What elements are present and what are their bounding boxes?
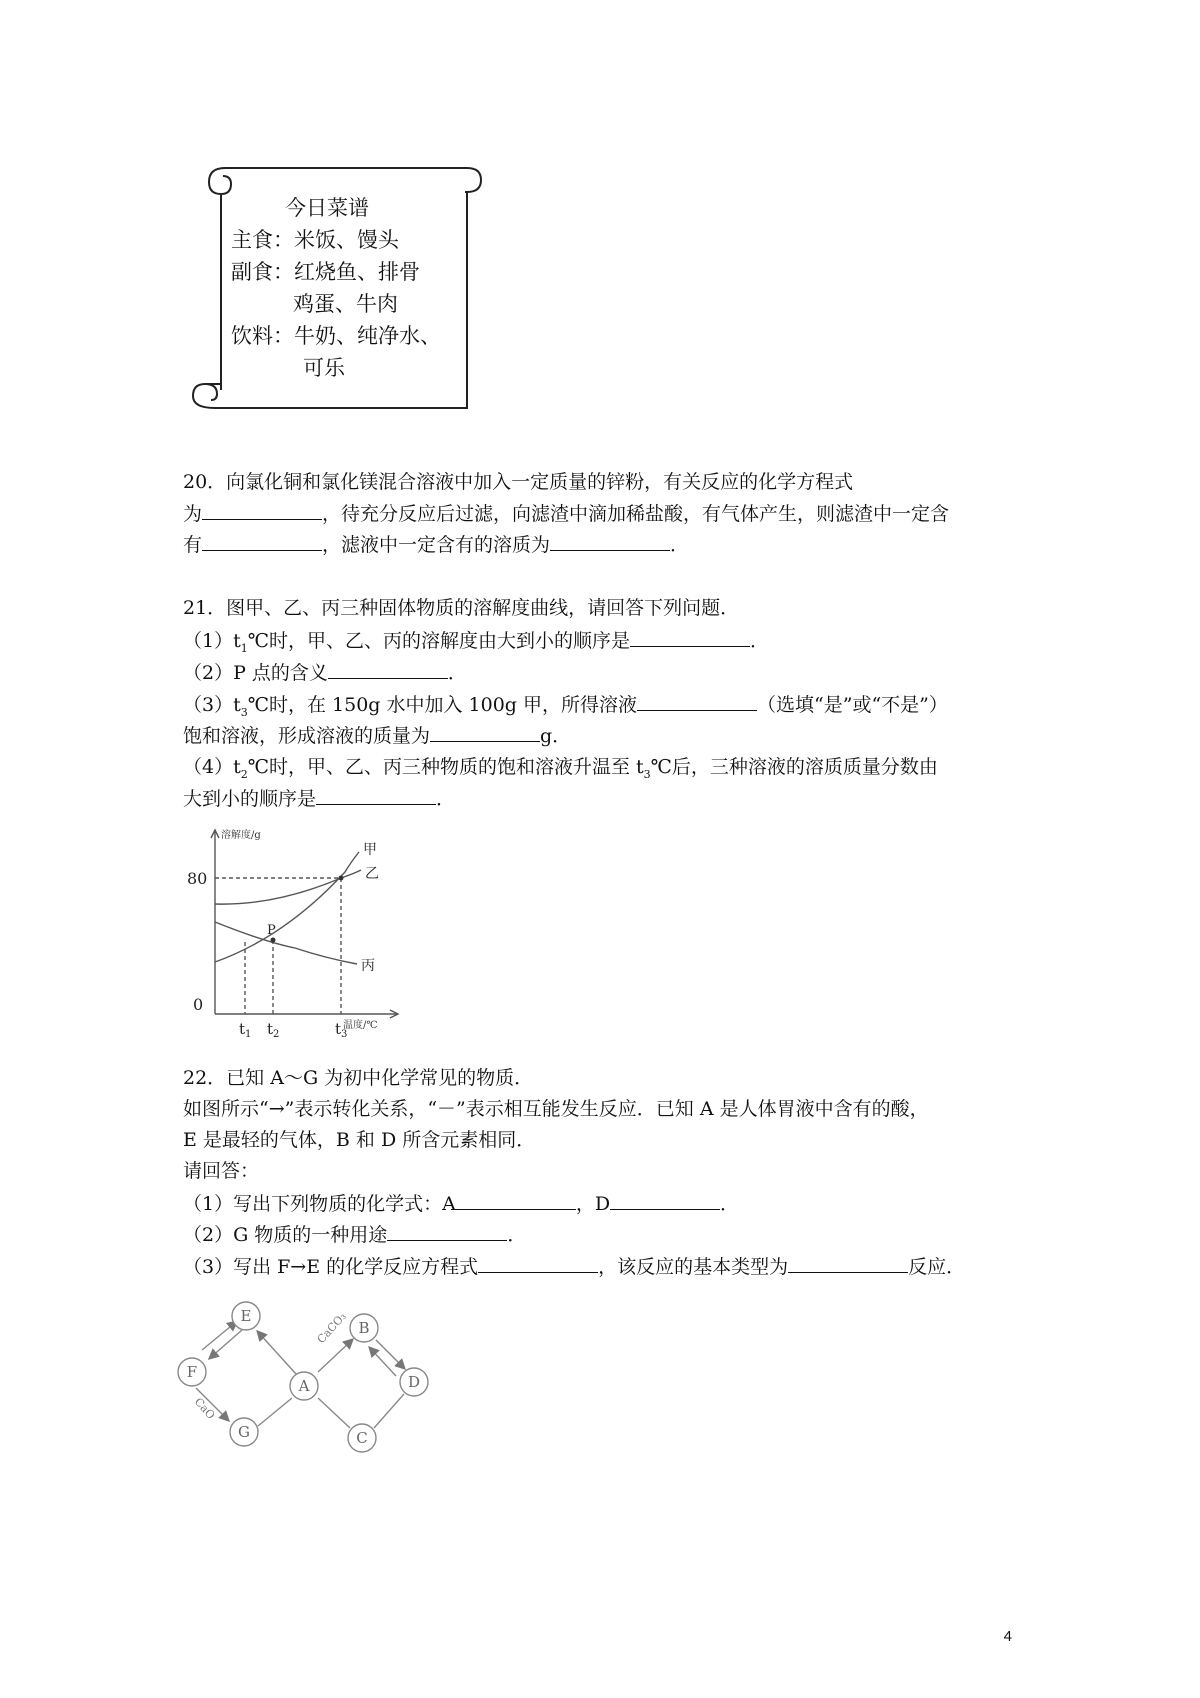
q22-intro: 22．已知 A～G 为初中化学常见的物质． <box>183 1067 534 1089</box>
q21-blank-3a <box>637 692 757 711</box>
menu-line-staple: 主食：米饭、馒头 <box>231 228 399 252</box>
node-b-label: B <box>358 1319 370 1337</box>
arrow-e-to-f <box>210 1330 242 1358</box>
arrow-a-to-e <box>258 1332 296 1374</box>
q22-blank-use <box>387 1222 507 1241</box>
node-g-label: G <box>238 1423 250 1441</box>
q20-blank-residue <box>202 532 322 551</box>
curve-bing <box>215 922 357 964</box>
x-tick-t1: $t_1$ <box>239 1020 252 1040</box>
q22-sub-1: （1）写出下列物质的化学式：A ，D ． <box>183 1193 740 1215</box>
link-a-c <box>318 1398 350 1428</box>
link-a-g <box>258 1398 292 1426</box>
menu-line-side-2: 鸡蛋、牛肉 <box>293 292 398 316</box>
label-jia: 甲 <box>363 842 377 858</box>
y-axis-label: 溶解度/g <box>221 830 261 841</box>
point-intersect <box>339 876 344 881</box>
menu-title: 今日菜谱 <box>285 196 369 220</box>
curve-jia <box>215 852 359 962</box>
q20-line-3: 有 ，滤液中一定含有的溶质为 ． <box>183 534 690 556</box>
q22-line-3: E 是最轻的气体，B 和 D 所含元素相同． <box>183 1129 536 1151</box>
q22-sub-2: （2）G 物质的一种用途 ． <box>183 1224 527 1246</box>
page-number: 4 <box>1003 1628 1012 1645</box>
q21-blank-1 <box>630 628 750 647</box>
node-f-label: F <box>186 1363 198 1381</box>
menu-scroll <box>185 158 485 428</box>
q22-blank-a <box>456 1191 576 1210</box>
q21-sub-4-cont: 大到小的顺序是 ． <box>183 788 456 810</box>
origin-label: 0 <box>193 995 204 1014</box>
curve-yi <box>215 870 361 904</box>
menu-line-drink: 饮料：牛奶、纯净水、 <box>231 324 441 348</box>
label-caco3: CaCO₃ <box>314 1309 349 1347</box>
label-yi: 乙 <box>365 866 379 882</box>
q22-line-4: 请回答： <box>183 1160 260 1182</box>
q21-blank-2 <box>328 660 448 679</box>
q21-intro: 21．图甲、乙、丙三种固体物质的溶解度曲线，请回答下列问题． <box>183 597 740 619</box>
q20-line-2: 为 ，待充分反应后过滤，向滤渣中滴加稀盐酸，有气体产生，则滤渣中一定含 <box>183 503 950 525</box>
node-d-label: D <box>407 1373 421 1391</box>
solubility-graph <box>185 822 425 1040</box>
menu-line-drink-2: 可乐 <box>303 356 345 380</box>
point-p <box>271 938 276 943</box>
x-axis-label: 温度/℃ <box>343 1020 378 1031</box>
label-bing: 丙 <box>361 958 375 974</box>
arrow-b-to-d <box>376 1340 404 1368</box>
q21-sub-4: $(4)t_2℃$时，甲、乙、丙三种物质的饱和溶液升温至 $t_3℃$后，三种溶液的溶质质量分数由 <box>183 756 938 781</box>
y-tick-80: 80 <box>187 869 208 888</box>
q22-blank-type <box>788 1254 908 1273</box>
q22-blank-d <box>610 1191 720 1210</box>
q22-sub-3: （3）写出 F→E 的化学反应方程式 ，该反应的基本类型为 反应． <box>183 1256 966 1278</box>
arrow-d-to-b <box>370 1348 396 1376</box>
x-tick-t3: $t_3$ <box>335 1020 348 1040</box>
node-a-label: A <box>298 1377 310 1395</box>
q22-blank-equation <box>478 1254 598 1273</box>
q21-blank-3b <box>430 723 540 742</box>
q21-sub-2: （2）P 点的含义 ． <box>183 662 467 684</box>
menu-line-side: 副食：红烧鱼、排骨 <box>231 260 420 284</box>
link-c-d <box>374 1394 404 1428</box>
q20-line-1: 20．向氯化铜和氯化镁混合溶液中加入一定质量的锌粉，有关反应的化学方程式 <box>183 471 854 493</box>
substance-diagram <box>180 1298 480 1468</box>
q21-blank-4 <box>316 786 436 805</box>
q21-sub-1: $(1)t_1℃$时，甲、乙、丙的溶解度由大到小的顺序是 ． <box>183 630 770 655</box>
label-cao: CaO <box>191 1395 218 1422</box>
q21-sub-3-cont: 饱和溶液，形成溶液的质量为 g． <box>183 725 572 747</box>
q22-line-2: 如图所示“→”表示转化关系，“－”表示相互能发生反应．已知 A 是人体胃液中含有的酸， <box>183 1098 929 1120</box>
label-p: P <box>267 923 276 938</box>
q20-blank-solute <box>550 532 670 551</box>
q21-sub-3: $(3)t_3℃$时，在 150g 水中加入 100g 甲，所得溶液 （选填“是”或“不是”） <box>183 694 948 719</box>
node-c-label: C <box>356 1429 368 1447</box>
arrow-f-to-e <box>202 1322 236 1350</box>
x-tick-t2: $t_2$ <box>267 1020 280 1040</box>
q20-blank-equation <box>202 501 322 520</box>
node-e-label: E <box>240 1307 252 1325</box>
